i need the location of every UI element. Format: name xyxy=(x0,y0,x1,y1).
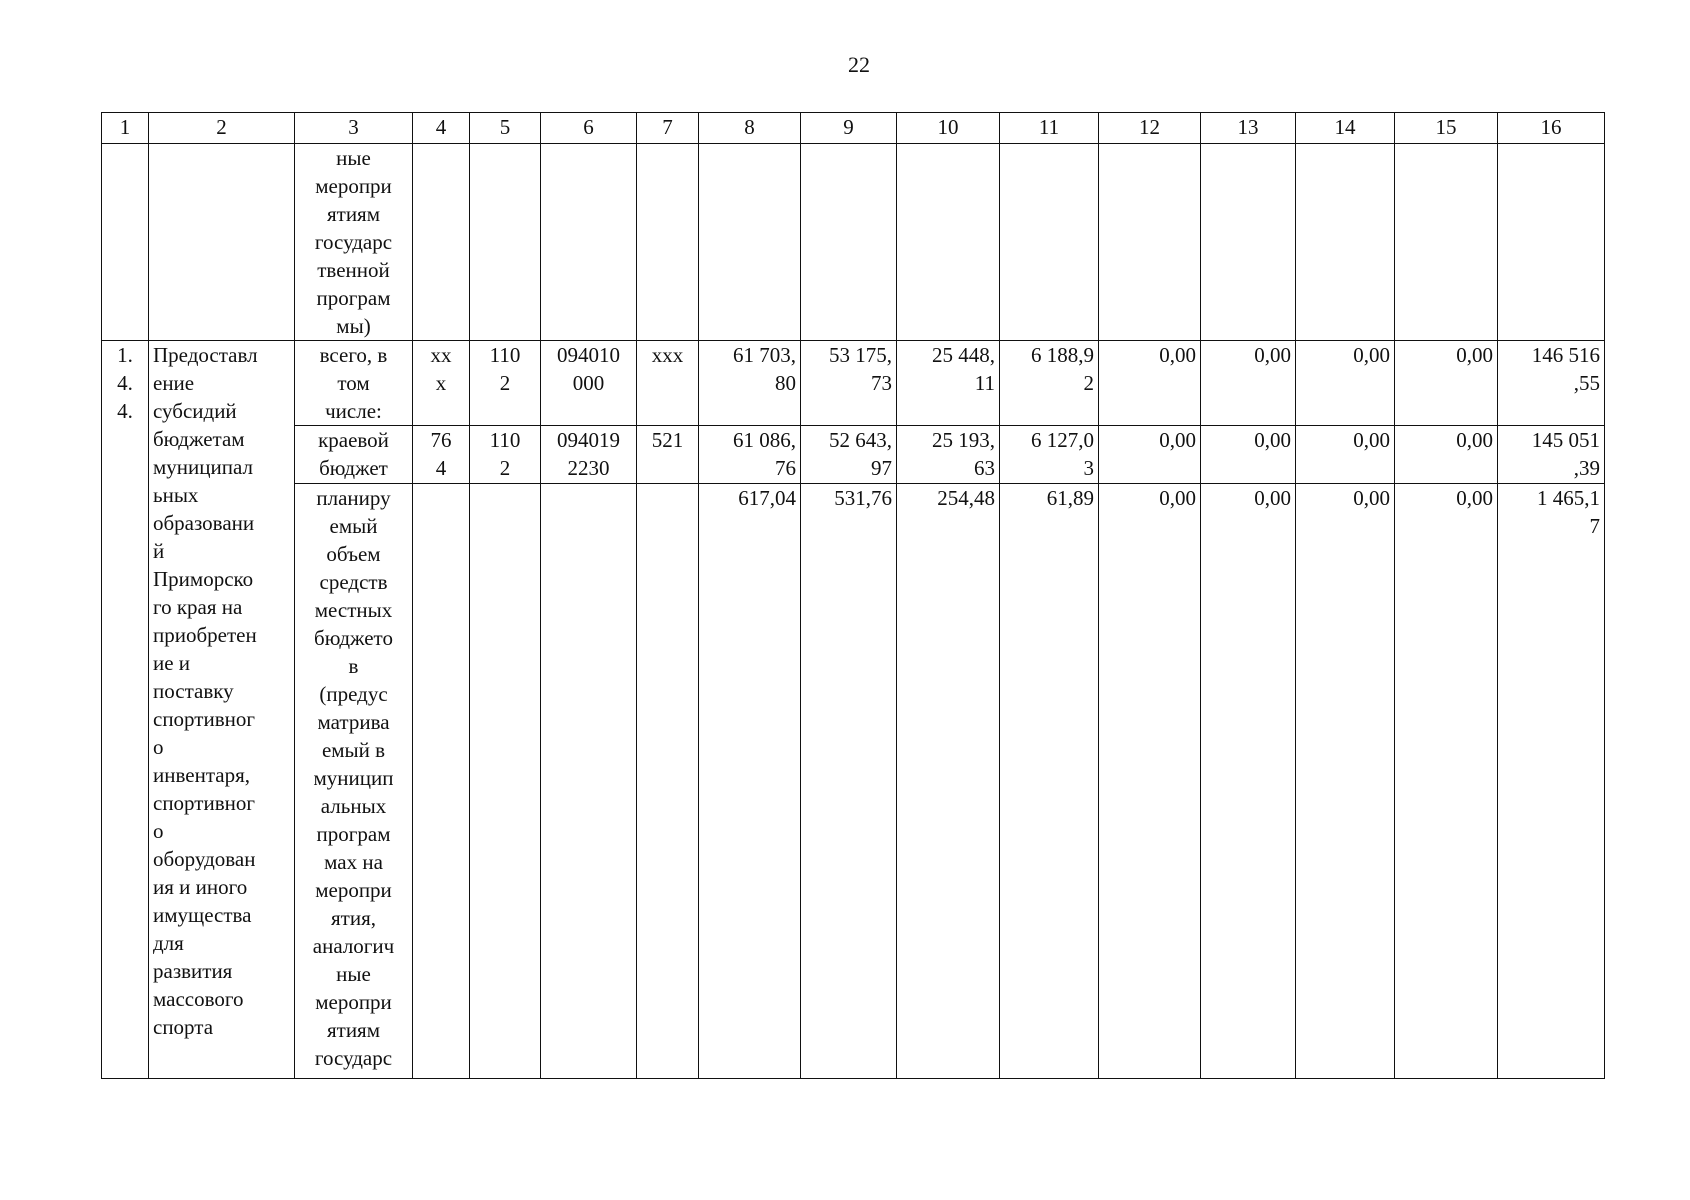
header-cell: 3 xyxy=(295,113,413,144)
cell-col6: 094010 000 xyxy=(541,341,637,426)
cell-col11: 6 127,0 3 xyxy=(1000,426,1099,484)
cell xyxy=(541,144,637,341)
continuation-text: ные меропри ятиям государс твенной програм мы) xyxy=(295,144,413,341)
cell xyxy=(699,144,801,341)
cell-col7: 521 xyxy=(637,426,699,484)
budget-table xyxy=(101,112,1605,1079)
cell xyxy=(897,144,1000,341)
cell-col12: 0,00 xyxy=(1099,426,1201,484)
header-cell: 11 xyxy=(1000,113,1099,144)
header-cell: 1 xyxy=(102,113,149,144)
header-cell: 6 xyxy=(541,113,637,144)
cell-col11: 61,89 xyxy=(1000,484,1099,1079)
cell-col12: 0,00 xyxy=(1099,484,1201,1079)
header-cell: 4 xyxy=(413,113,470,144)
cell-col5: 110 2 xyxy=(470,426,541,484)
cell-col5: 110 2 xyxy=(470,341,541,426)
cell-col7 xyxy=(637,484,699,1079)
item-number: 1. 4. 4. xyxy=(102,341,149,1079)
cell-col15: 0,00 xyxy=(1395,484,1498,1079)
cell-col13: 0,00 xyxy=(1201,341,1296,426)
continuation-row xyxy=(102,144,1605,341)
cell-col15: 0,00 xyxy=(1395,426,1498,484)
cell-col9: 531,76 xyxy=(801,484,897,1079)
cell xyxy=(413,144,470,341)
cell xyxy=(1498,144,1605,341)
header-cell: 10 xyxy=(897,113,1000,144)
cell-col6 xyxy=(541,484,637,1079)
cell xyxy=(1201,144,1296,341)
header-cell: 12 xyxy=(1099,113,1201,144)
cell-col10: 25 448, 11 xyxy=(897,341,1000,426)
table-row xyxy=(102,341,1605,426)
cell xyxy=(102,144,149,341)
cell xyxy=(1395,144,1498,341)
cell xyxy=(470,144,541,341)
cell-col13: 0,00 xyxy=(1201,426,1296,484)
header-cell: 9 xyxy=(801,113,897,144)
cell-col7: ххх xyxy=(637,341,699,426)
cell-col10: 254,48 xyxy=(897,484,1000,1079)
cell-col16: 145 051 ,39 xyxy=(1498,426,1605,484)
header-cell: 14 xyxy=(1296,113,1395,144)
cell xyxy=(637,144,699,341)
cell-col16: 1 465,1 7 xyxy=(1498,484,1605,1079)
cell xyxy=(1000,144,1099,341)
cell-col4: хх х xyxy=(413,341,470,426)
cell xyxy=(149,144,295,341)
cell-col11: 6 188,9 2 xyxy=(1000,341,1099,426)
cell-col15: 0,00 xyxy=(1395,341,1498,426)
header-cell: 7 xyxy=(637,113,699,144)
cell-col14: 0,00 xyxy=(1296,484,1395,1079)
funding-source: всего, в том числе: xyxy=(295,341,413,426)
header-cell: 8 xyxy=(699,113,801,144)
header-row xyxy=(102,113,1605,144)
header-cell: 5 xyxy=(470,113,541,144)
cell-col8: 61 703, 80 xyxy=(699,341,801,426)
cell-col14: 0,00 xyxy=(1296,341,1395,426)
page-number: 22 xyxy=(848,52,870,77)
cell-col9: 53 175, 73 xyxy=(801,341,897,426)
funding-source: планиру емый объем средств местных бюджето в (предус матрива емый в муницип альных програм мах на меропри ятия, аналогич ные меропри ятиям государс xyxy=(295,484,413,1079)
item-name: Предоставл ение субсидий бюджетам муниципал ьных образовани й Приморско го края на приобретен ие и поставку спортивног о инвентаря, спортивног о оборудован ия и иного имущества для развития массового спорта xyxy=(149,341,295,1079)
cell-col16: 146 516 ,55 xyxy=(1498,341,1605,426)
cell xyxy=(801,144,897,341)
header-cell: 13 xyxy=(1201,113,1296,144)
cell-col8: 617,04 xyxy=(699,484,801,1079)
cell-col14: 0,00 xyxy=(1296,426,1395,484)
funding-source: краевой бюджет xyxy=(295,426,413,484)
header-cell: 16 xyxy=(1498,113,1605,144)
cell-col12: 0,00 xyxy=(1099,341,1201,426)
cell-col5 xyxy=(470,484,541,1079)
cell-col8: 61 086, 76 xyxy=(699,426,801,484)
cell-col13: 0,00 xyxy=(1201,484,1296,1079)
table-row xyxy=(102,484,1605,1079)
table-row xyxy=(102,426,1605,484)
header-cell: 2 xyxy=(149,113,295,144)
cell xyxy=(1296,144,1395,341)
cell xyxy=(1099,144,1201,341)
cell-col9: 52 643, 97 xyxy=(801,426,897,484)
cell-col4: 76 4 xyxy=(413,426,470,484)
cell-col10: 25 193, 63 xyxy=(897,426,1000,484)
cell-col6: 094019 2230 xyxy=(541,426,637,484)
cell-col4 xyxy=(413,484,470,1079)
header-cell: 15 xyxy=(1395,113,1498,144)
